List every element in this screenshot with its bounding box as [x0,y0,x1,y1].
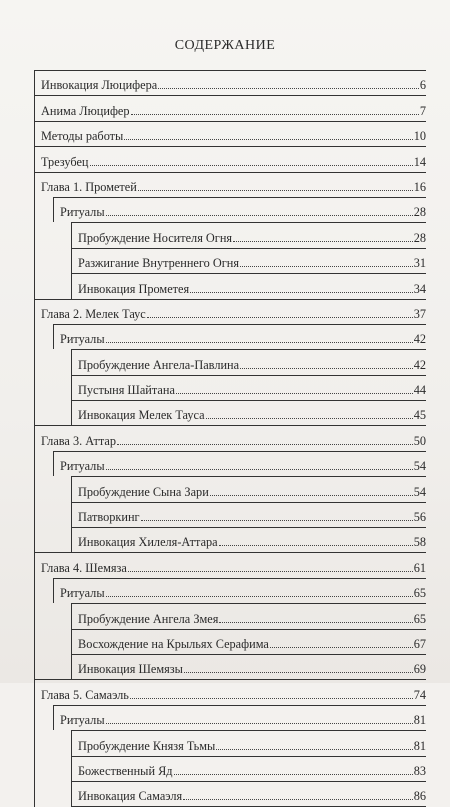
toc-entry-page: 45 [413,408,426,423]
toc-entry [71,349,426,374]
toc-entry-title: Пробуждение Князя Тьмы [78,738,216,753]
toc-entry [71,654,426,679]
toc-entry [53,324,426,349]
toc-entry-title: Пробуждение Ангела-Павлина [78,357,240,372]
dot-leader [106,722,413,724]
dot-leader [147,316,413,318]
dot-leader [141,519,413,521]
toc-entry-title: Божественный Яд [78,763,173,778]
dot-leader [176,392,413,394]
toc-entry-page: 83 [413,763,426,778]
dot-leader [219,544,413,546]
toc-entry-title: Глава 1. Прометей [41,179,137,194]
toc-entry [53,705,426,730]
toc-entry-title: Инвокация Самаэля [78,789,183,804]
toc-entry-page: 81 [413,738,426,753]
toc-entry-page: 7 [419,103,426,118]
dot-leader [184,671,413,673]
toc-entry [71,248,426,273]
dot-leader [90,164,413,166]
dot-leader [240,265,413,267]
dot-leader [131,113,419,115]
toc-entry-page: 42 [413,357,426,372]
toc-entry-title: Глава 3. Аттар [41,433,117,448]
toc-entry-title: Ритуалы [60,713,105,728]
toc-entry-page: 69 [413,662,426,677]
dot-leader [106,341,413,343]
toc-entry-title: Инвокация Прометея [78,281,190,296]
toc-entry-page: 14 [413,154,426,169]
toc-entry-title: Инвокация Люцифера [41,78,158,93]
dot-leader [106,214,413,216]
toc-entry-page: 67 [413,636,426,651]
toc-entry [71,730,426,755]
toc-entry-page: 44 [413,383,426,398]
dot-leader [270,646,413,648]
toc-entry-title: Глава 4. Шемяза [41,560,127,575]
toc-entry-page: 54 [413,484,426,499]
toc-entry-page: 86 [413,789,426,804]
dot-leader [106,595,413,597]
toc-entry-title: Ритуалы [60,332,105,347]
toc-entry [71,476,426,501]
toc-entry-title: Методы работы [41,129,124,144]
dot-leader [233,240,413,242]
toc-entry [35,70,426,95]
toc-entry [71,756,426,781]
toc-entry-page: 54 [413,459,426,474]
toc-entry [35,552,426,577]
toc-entry-page: 81 [413,713,426,728]
dot-leader [216,748,412,750]
dot-leader [128,570,413,572]
dot-leader [130,697,413,699]
dot-leader [138,189,413,191]
toc-entry-page: 6 [419,78,426,93]
toc-entry-page: 56 [413,510,426,525]
toc-entry-title: Анима Люцифер [41,103,130,118]
toc-entry-page: 34 [413,281,426,296]
toc-entry-title: Разжигание Внутреннего Огня [78,256,240,271]
dot-leader [158,87,419,89]
toc-entry [53,578,426,603]
toc-entry [71,273,426,298]
toc-entry [35,146,426,171]
toc-entry [35,172,426,197]
toc-entry-title: Патворкинг [78,510,140,525]
toc-entry-page: 37 [413,306,426,321]
dot-leader [240,367,413,369]
dot-leader [219,621,412,623]
toc-entry-page: 28 [413,230,426,245]
toc-entry-title: Инвокация Мелек Тауса [78,408,205,423]
toc-entry-title: Глава 2. Мелек Таус [41,306,146,321]
dot-leader [174,773,413,775]
page-title: СОДЕРЖАНИЕ [174,38,276,53]
table-of-contents [34,70,426,807]
toc-entry-page: 58 [413,535,426,550]
toc-entry [53,451,426,476]
toc-entry [35,121,426,146]
toc-entry-page: 61 [413,560,426,575]
toc-entry-page: 28 [413,205,426,220]
toc-entry-title: Инвокация Шемязы [78,662,183,677]
toc-entry [71,222,426,247]
toc-entry-title: Ритуалы [60,459,105,474]
toc-entry [53,197,426,222]
toc-entry-title: Ритуалы [60,205,105,220]
toc-entry [71,502,426,527]
toc-entry-page: 10 [413,129,426,144]
toc-entry-page: 42 [413,332,426,347]
toc-entry [71,781,426,806]
toc-entry-title: Ритуалы [60,586,105,601]
dot-leader [106,468,413,470]
toc-entry-title: Пробуждение Ангела Змея [78,611,219,626]
toc-entry-page: 50 [413,433,426,448]
dot-leader [117,443,413,445]
toc-entry-page: 31 [413,256,426,271]
toc-entry [71,629,426,654]
toc-entry-title: Пробуждение Сына Зари [78,484,209,499]
toc-entry-page: 65 [413,611,426,626]
dot-leader [183,798,413,800]
toc-entry [71,603,426,628]
toc-entry-page: 74 [413,687,426,702]
toc-entry-title: Глава 5. Самаэль [41,687,129,702]
toc-entry [35,95,426,120]
toc-entry-page: 16 [413,179,426,194]
toc-entry [35,299,426,324]
toc-entry-title: Трезубец [41,154,89,169]
toc-entry [35,679,426,704]
toc-entry [71,527,426,552]
dot-leader [210,494,413,496]
dot-leader [124,138,412,140]
toc-entry-title: Пробуждение Носителя Огня [78,230,233,245]
toc-entry-title: Восхождение на Крыльях Серафима [78,636,269,651]
toc-entry [71,400,426,425]
dot-leader [206,417,413,419]
toc-entry-title: Пустыня Шайтана [78,383,175,398]
dot-leader [190,291,413,293]
toc-entry-page: 65 [413,586,426,601]
toc-entry [71,375,426,400]
toc-entry [35,425,426,450]
toc-entry-title: Инвокация Хилеля-Аттара [78,535,218,550]
